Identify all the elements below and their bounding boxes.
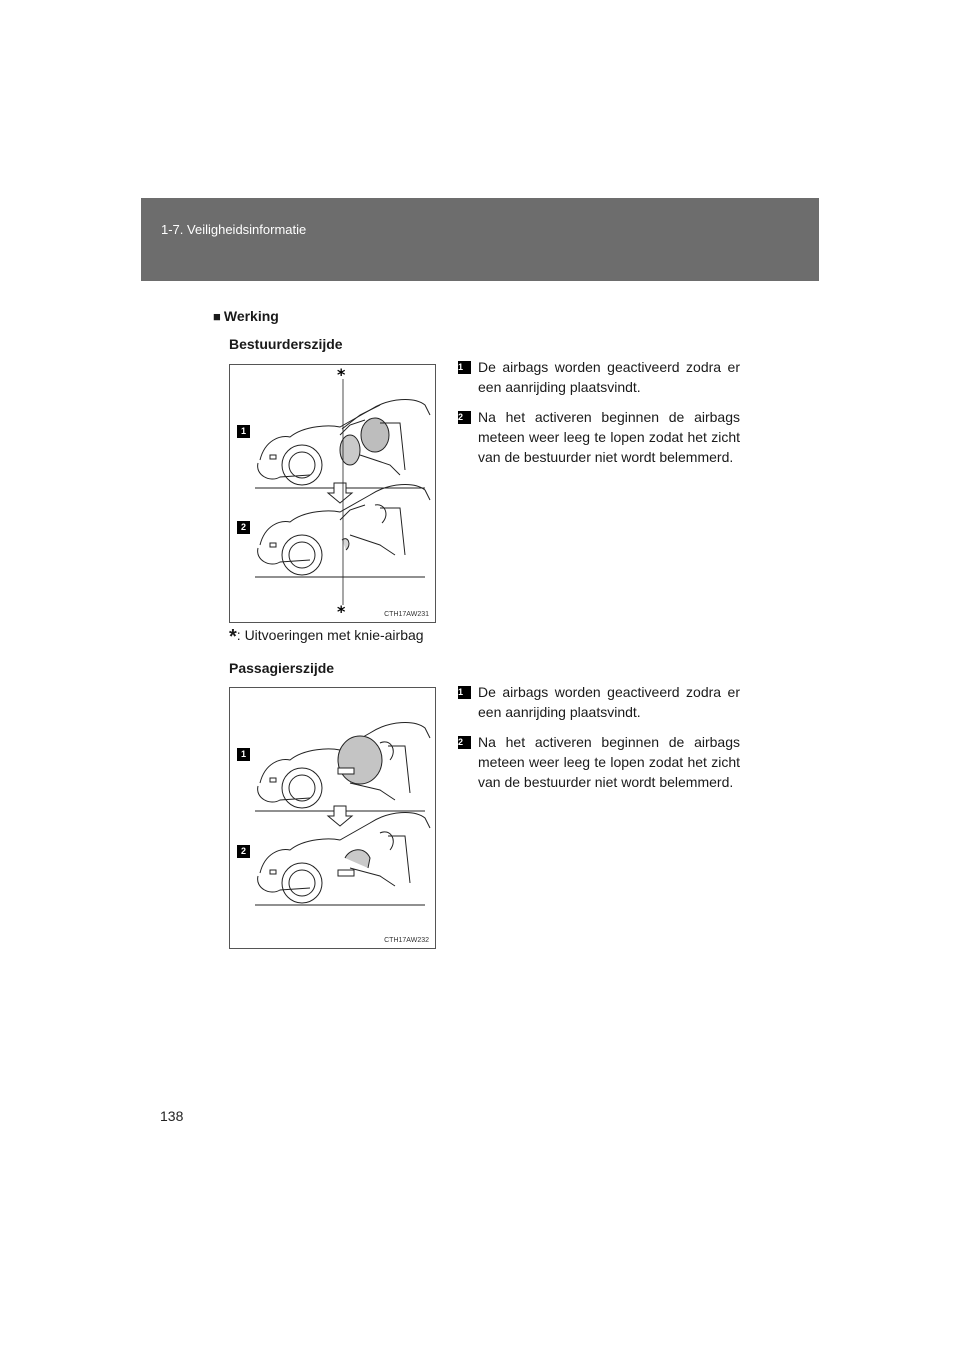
page-number: 138 xyxy=(160,1108,184,1124)
figure-step-badge-1: 1 xyxy=(237,748,250,761)
figure-step-badge-2: 2 xyxy=(237,521,250,534)
list-item xyxy=(458,407,740,467)
passenger-airbag-illustration xyxy=(230,688,435,948)
driver-side-heading: Bestuurderszijde xyxy=(229,336,343,352)
figure-step-badge-2: 2 xyxy=(237,845,250,858)
step-number-badge: 1 xyxy=(458,361,471,374)
list-item xyxy=(458,732,740,792)
section-heading xyxy=(213,308,279,324)
passenger-side-heading: Passagierszijde xyxy=(229,660,335,676)
heading-title: Werking xyxy=(223,308,279,324)
chapter-title: 1-7. Veiligheidsinformatie xyxy=(161,222,307,237)
step-number-badge: 1 xyxy=(458,686,471,699)
step-text: Na het activeren beginnen de airbags meteen weer leeg te lopen zodat het zicht van de bestuurder niet wordt belemmerd. xyxy=(478,734,740,790)
step-text: De airbags worden geactiveerd zodra er een aanrijding plaatsvindt. xyxy=(478,684,740,720)
knee-airbag-marker-top: * xyxy=(337,365,346,384)
figure-code: CTH17AW232 xyxy=(384,937,429,944)
step-number-badge: 2 xyxy=(458,736,471,749)
step-text: De airbags worden geactiveerd zodra er een aanrijding plaatsvindt. xyxy=(478,359,740,395)
passenger-steps-list xyxy=(458,682,740,802)
footnote-marker: * xyxy=(229,626,237,648)
driver-airbag-figure xyxy=(229,364,436,623)
passenger-airbag-figure xyxy=(229,687,436,949)
list-item xyxy=(458,682,740,722)
chapter-header-bar xyxy=(141,198,819,281)
footnote-text: : Uitvoeringen met knie-airbag xyxy=(236,627,424,643)
driver-steps-list xyxy=(458,357,740,477)
list-item xyxy=(458,357,740,397)
heading-bullet: ■ xyxy=(213,309,221,324)
knee-airbag-footnote xyxy=(229,626,424,649)
knee-airbag-marker-bottom: * xyxy=(337,602,346,621)
driver-airbag-illustration xyxy=(230,365,435,622)
step-number-badge: 2 xyxy=(458,411,471,424)
figure-code: CTH17AW231 xyxy=(384,611,429,618)
figure-step-badge-1: 1 xyxy=(237,425,250,438)
step-text: Na het activeren beginnen de airbags meteen weer leeg te lopen zodat het zicht van de bestuurder niet wordt belemmerd. xyxy=(478,409,740,465)
